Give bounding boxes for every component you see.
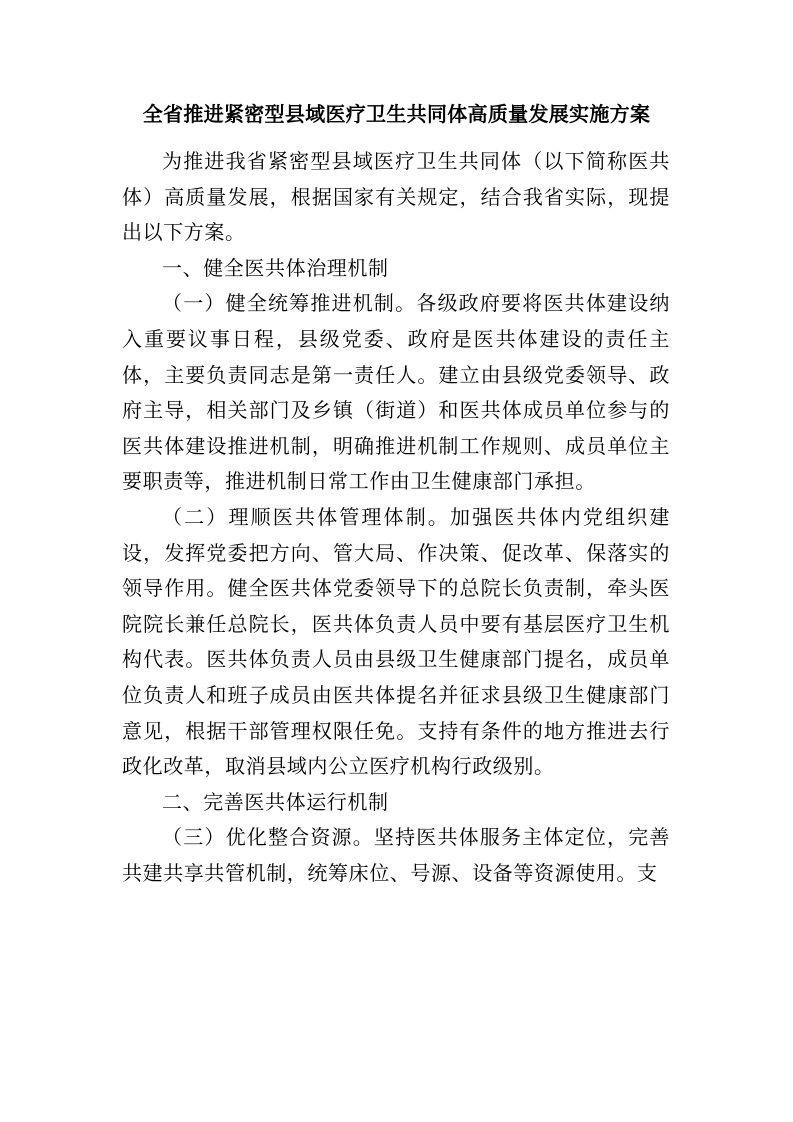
paragraph-1: （一）健全统筹推进机制。各级政府要将医共体建设纳入重要议事日程，县级党委、政府是医共体建设的责任主体，主要负责同志是第一责任人。建立由县级党委领导、政府主导，相关部门及乡镇（街道）和医共体成员单位参与的医共体建设推进机制，明确推进机制工作规则、成员单位主要职责等，推进机制日常工作由卫生健康部门承担。 bbox=[122, 291, 670, 494]
paragraph-3: （三）优化整合资源。坚持医共体服务主体定位，完善共建共享共管机制，统筹床位、号源、设备等资源使用。支 bbox=[122, 825, 670, 885]
paragraph-2: （二）理顺医共体管理体制。加强医共体内党组织建设，发挥党委把方向、管大局、作决策、促改革、保落实的领导作用。健全医共体党委领导下的总院长负责制，牵头医院院长兼任总院长，医共体负责人员中要有基层医疗卫生机构代表。医共体负责人员由县级卫生健康部门提名，成员单位负责人和班子成员由医共体提名并征求县级卫生健康部门意见，根据干部管理权限任免。支持有条件的地方推进去行政化改革，取消县域内公立医疗机构行政级别。 bbox=[122, 504, 670, 779]
document-body bbox=[122, 144, 670, 891]
section-heading-2: 二、完善医共体运行机制 bbox=[162, 789, 389, 814]
document-title: 全省推进紧密型县域医疗卫生共同体高质量发展实施方案 bbox=[142, 102, 651, 126]
intro-paragraph: 为推进我省紧密型县域医疗卫生共同体（以下简称医共体）高质量发展，根据国家有关规定，结合我省实际，现提出以下方案。 bbox=[122, 149, 670, 245]
section-heading-1: 一、健全医共体治理机制 bbox=[162, 255, 389, 280]
